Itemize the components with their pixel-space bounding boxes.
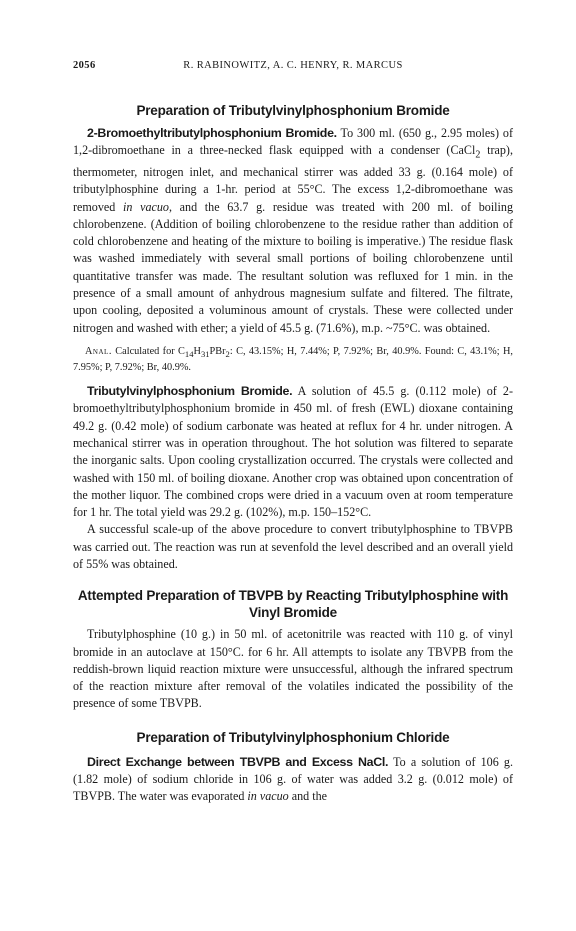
run-in-heading: 2-Bromoethyltributylphosphonium Bromide. [87,126,337,140]
run-in-heading: Direct Exchange between TBVPB and Excess NaCl. [87,754,389,769]
italic-term: in vacuo [123,199,169,214]
paragraph-bromoethyl [73,125,513,337]
analysis-calculated [115,345,422,360]
subscript: 2 [225,349,230,360]
running-head-authors: R. RABINOWITZ, A. C. HENRY, R. MARCUS [183,60,403,71]
run-in-heading: Tributylvinylphosphonium Bromide. [87,384,293,399]
analysis-found: Found: C, 43.1%; H, 7.95%; P, 7.92%; Br, 40.9%. [73,345,513,374]
paragraph-attempted: Tributylphosphine (10 g.) in 50 ml. of acetonitrile was reacted with 110 g. of vinyl bromide in an autoclave at 150°C. for 6 hr. All attempts to isolate any TBVPB from the reddish-brown liquid reaction mixture were unsuccessful, although the infrared spectrum of the reaction mixture after removal of the volatiles indicated the possibility of the presence of some TBVPB. [73,627,513,711]
journal-page [73,60,513,806]
subscript: 14 [184,349,194,360]
paragraph-text: To 300 ml. (650 g., 2.95 moles) of 1,2-dibromoethane in a three-necked flask equipped with a condenser (CaCl [73,126,513,158]
section-title-bromide: Preparation of Tributylvinylphosphonium Bromide [136,103,450,118]
page-number: 2056 [73,60,96,71]
analysis-text: Calculated for C [115,345,185,357]
section-title-attempted: Attempted Preparation of TBVPB by Reacting Tributylphosphine with Vinyl Bromide [77,588,509,621]
paragraph-scale-up: A successful scale-up of the above procedure to convert tributylphosphine to TBVPB was carried out. The reaction was run at sevenfold the level described and an overall yield of 55% was obtained. [73,522,513,571]
italic-term: in vacuo [247,789,289,804]
paragraph-vinylphosphonium [73,383,513,521]
section-title-chloride: Preparation of Tributylvinylphosphonium Chloride [136,729,450,745]
analysis-label: Anal. [85,345,112,357]
running-head [73,60,513,76]
analysis-text: PBr [209,345,226,357]
paragraph-text: A solution of 45.5 g. (0.112 mole) of 2-bromoethyltributylphosphonium bromide in 450 ml. of fresh (EWL) dioxane containing 49.2 g. (0.42 mole) of sodium carbonate was heated at reflux for 4 hr. under nitrogen. A mechanical stirrer was in operation throughout. The hot solution was filtered to separate the inorganic salts. Upon cooling crystallization occurred. The crystals were collected and washed with 150 ml. of boiling dioxane. Another crop was obtained upon concentration of the mother liquor. The combined crops were dried in a vacuum oven at room temperature for 1 hr. The total yield was 29.2 g. (102%), m.p. 150–152°C. [73,384,513,520]
paragraph-text: To a solution of 106 g. (1.82 mole) of sodium chloride in 106 g. of water was added 3.2 g. (0.012 mole) of TBVPB. The water was evaporated [73,754,513,804]
analysis-text: H [193,345,201,357]
paragraph-direct-exchange [73,754,513,806]
subscript: 2 [475,149,481,161]
paragraph-text: trap), thermometer, nitrogen inlet, and mechanical stirrer was added 33 g. (0.164 mole) of tributylphosphine during a 1-hr. period at 55°C. The excess 1,2-dibromoethane was removed [73,143,513,214]
paragraph-text: and the [288,789,328,804]
paragraph-text: , and the 63.7 g. residue was treated with 200 ml. of boiling chlorobenzene. (Addition of boiling chlorobenzene to the residue rather than addition of cold chlorobenzene and heating of the mixture to boiling is imperative.) The residue flask was washed immediately with several small portions of boiling chlorobenzene until quantitative transfer was made. The resultant solution was refluxed for 1 min. in the presence of a small amount of anhydrous magnesium sulfate and filtered. The filtrate, upon cooling, deposited a voluminous amount of crystals. These were collected under nitrogen and washed with ether; a yield of 45.5 g. (71.6%), m.p. ~75°C. was obtained. [73,199,513,335]
elemental-analysis [73,345,513,375]
subscript: 31 [200,349,210,360]
analysis-text: : C, 43.15%; H, 7.44%; P, 7.92%; Br, 40.9%. [229,345,422,357]
